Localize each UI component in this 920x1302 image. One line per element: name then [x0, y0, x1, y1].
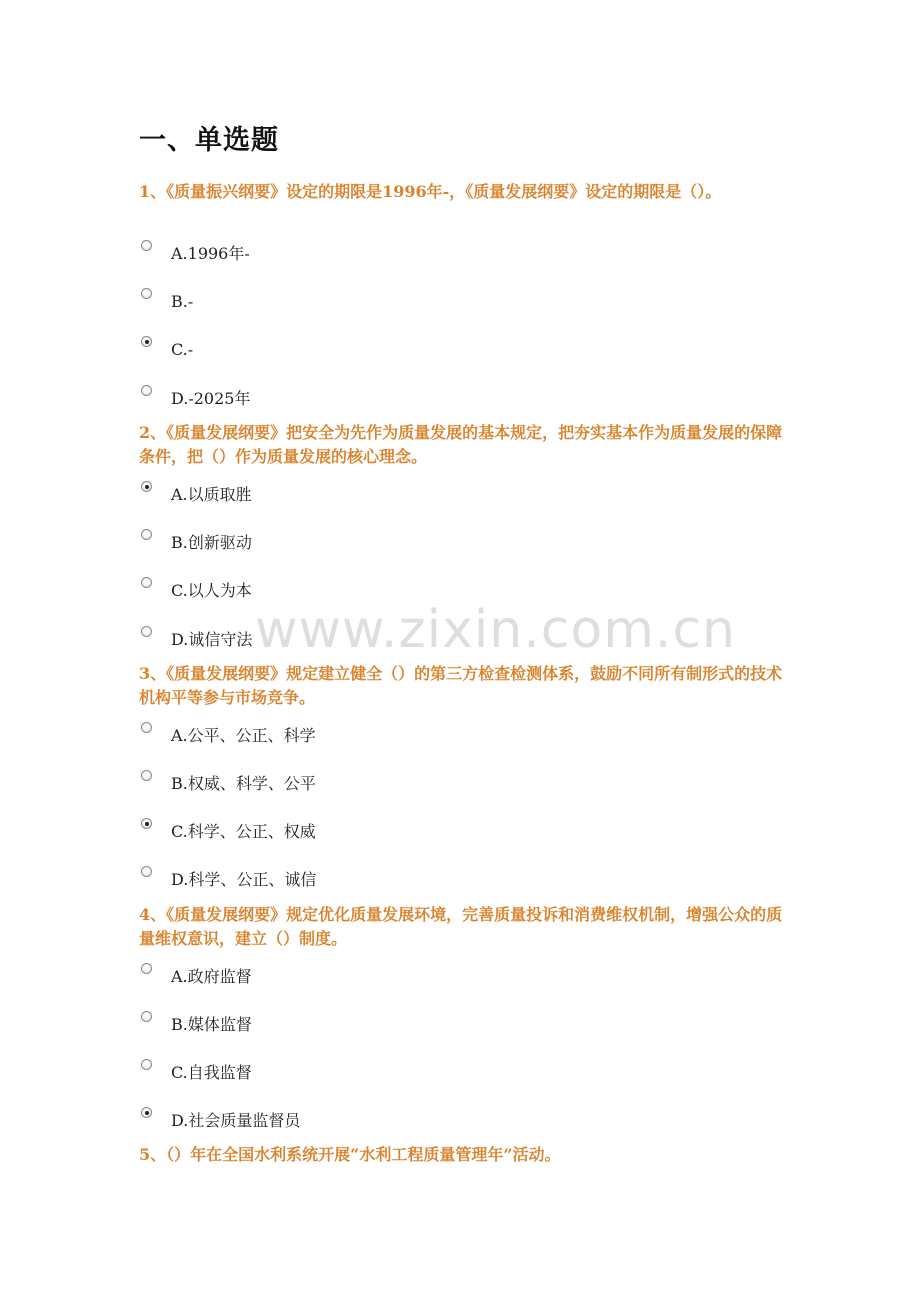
radio-button-icon[interactable]: [141, 385, 152, 396]
option-label: A.1996年-: [171, 244, 250, 263]
option-label: D.社会质量监督员: [171, 1111, 301, 1130]
radio-button-icon[interactable]: [141, 240, 152, 251]
option-label: C.科学、公正、权威: [171, 822, 316, 841]
option-label: D.-2025年: [171, 389, 251, 408]
radio-button-icon[interactable]: [141, 963, 152, 974]
section-title: 一、单选题: [139, 125, 279, 156]
radio-button-icon[interactable]: [141, 1011, 152, 1022]
option-label: B.创新驱动: [171, 533, 252, 552]
option-label: B.-: [171, 292, 194, 311]
question-4-text: 4、《质量发展纲要》规定优化质量发展环境，完善质量投诉和消费维权机制，增强公众的质量维权意识，建立（）制度。: [139, 905, 783, 948]
question-3-text: 3、《质量发展纲要》规定建立健全（）的第三方检查检测体系，鼓励不同所有制形式的技术机构平等参与市场竞争。: [139, 664, 783, 707]
radio-button-icon[interactable]: [141, 866, 152, 877]
watermark: www.zixin.com.cn: [255, 600, 736, 660]
radio-button-icon[interactable]: [141, 626, 152, 637]
radio-button-icon[interactable]: [141, 770, 152, 781]
option-label: C.自我监督: [171, 1063, 252, 1082]
option-label: A.政府监督: [171, 967, 252, 986]
option-label: D.科学、公正、诚信: [171, 870, 317, 889]
radio-button-icon[interactable]: [141, 722, 152, 733]
radio-button-icon[interactable]: [141, 288, 152, 299]
option-label: A.公平、公正、科学: [171, 726, 316, 745]
option-label: B.媒体监督: [171, 1015, 252, 1034]
radio-button-icon[interactable]: [141, 1059, 152, 1070]
radio-button-checked-icon[interactable]: [141, 481, 152, 492]
radio-button-icon[interactable]: [141, 529, 152, 540]
radio-button-icon[interactable]: [141, 577, 152, 588]
option-label: C.以人为本: [171, 581, 252, 600]
question-1-text: 1、《质量振兴纲要》设定的期限是1996年-，《质量发展纲要》设定的期限是（）。: [139, 182, 722, 201]
radio-button-checked-icon[interactable]: [141, 336, 152, 347]
radio-button-checked-icon[interactable]: [141, 1107, 152, 1118]
option-label: C.-: [171, 340, 194, 359]
question-5-text: 5、（）年在全国水利系统开展“水利工程质量管理年”活动。: [139, 1145, 561, 1164]
option-label: D.诚信守法: [171, 630, 253, 649]
option-label: B.权威、科学、公平: [171, 774, 316, 793]
radio-button-checked-icon[interactable]: [141, 818, 152, 829]
option-label: A.以质取胜: [171, 485, 252, 504]
question-2-text: 2、《质量发展纲要》把安全为先作为质量发展的基本规定，把夯实基本作为质量发展的保障条件，把（）作为质量发展的核心理念。: [139, 423, 783, 466]
